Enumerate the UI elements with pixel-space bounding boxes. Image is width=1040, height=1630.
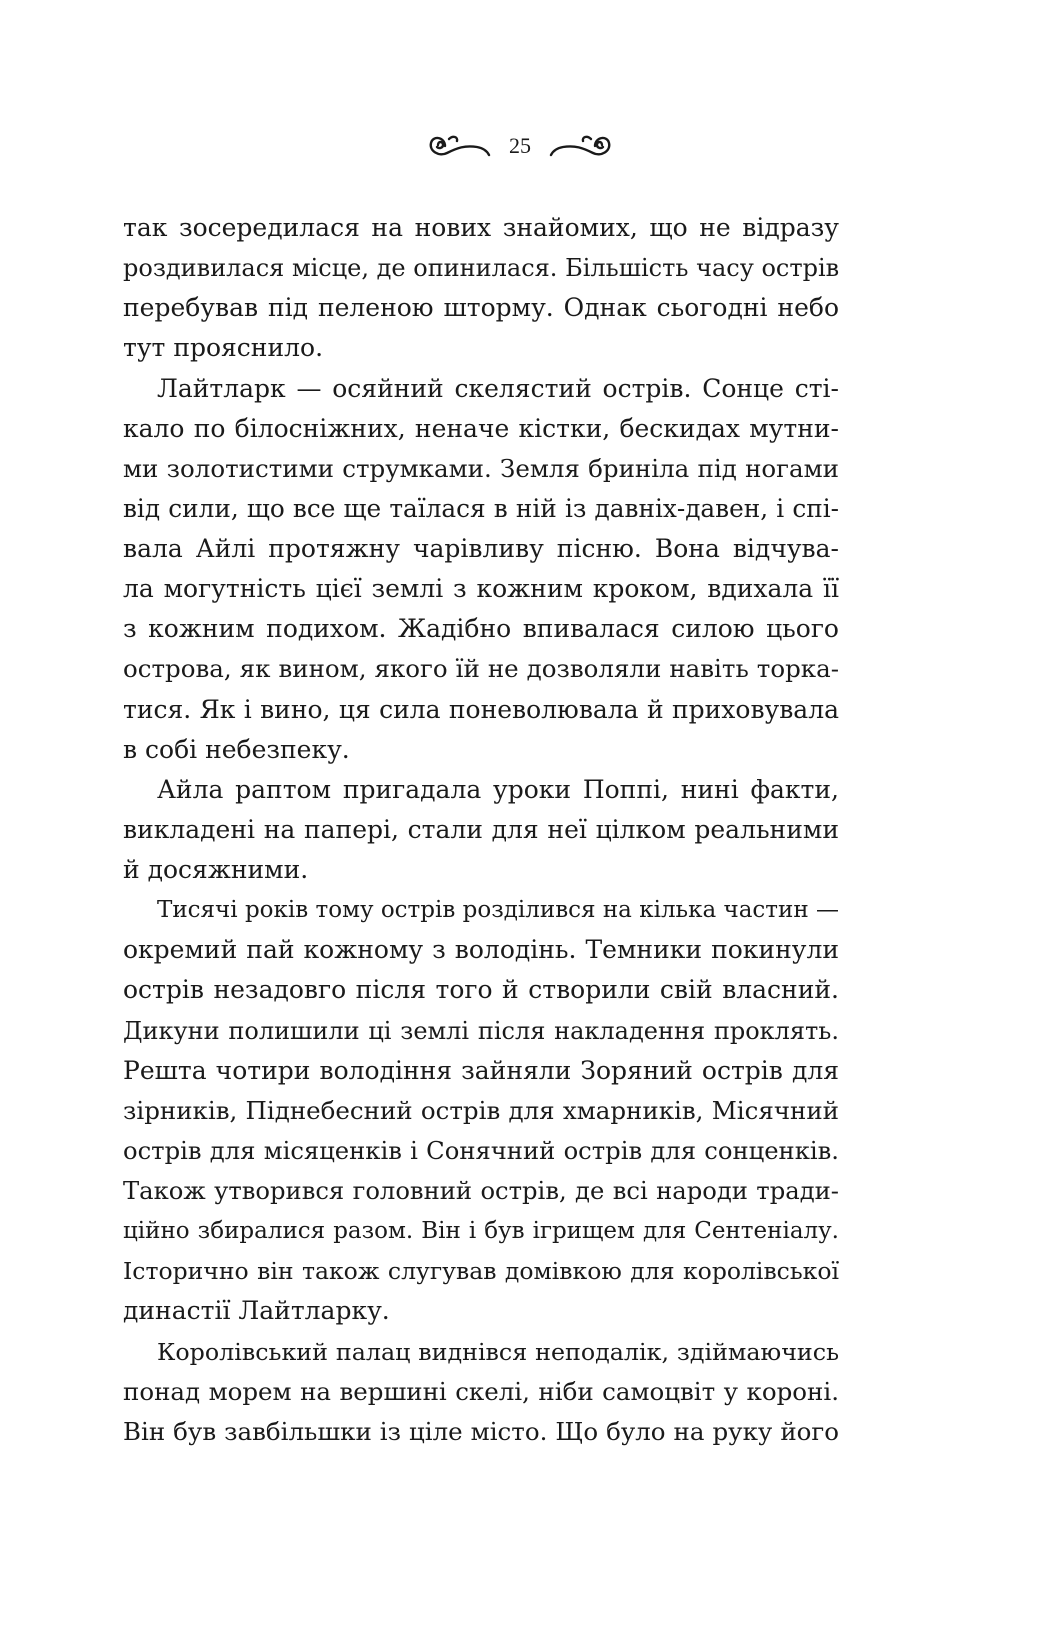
scroll-ornament-icon	[425, 129, 491, 163]
text-line: острова, як вином, якого їй не дозволяли навіть торка-	[123, 654, 839, 684]
page-number: 25	[509, 133, 531, 158]
text-line: Також утворився головний острів, де всі народи тради-	[123, 1176, 839, 1205]
text-line: ла могутність цієї землі з кожним кроком, вдихала її	[123, 574, 839, 604]
text-line: ми золотистими струмками. Земля бриніла під ногами	[123, 453, 839, 483]
body-text	[123, 208, 839, 1452]
text-line: понад морем на вершині скелі, ніби самоцвіт у короні.	[123, 1376, 839, 1406]
text-line: ційно збиралися разом. Він і був ігрищем для Сентеніалу.	[123, 1218, 839, 1245]
text-line: зірників, Піднебесний острів для хмарників, Місячний	[123, 1095, 839, 1125]
text-line: роздивилася місце, де опинилася. Більшість часу острів	[123, 254, 840, 283]
text-line: з кожним подихом. Жадібно впивалася силою цього	[123, 614, 839, 644]
text-line: Лайтларк — осяйний скелястий острів. Сонце сті-	[157, 373, 839, 403]
text-line: острів для місяценків і Сонячний острів для сонценків.	[123, 1135, 839, 1165]
text-line: Історично він також слугував домівкою для королівської	[123, 1257, 839, 1286]
text-line: династії Лайтларку.	[123, 1296, 390, 1326]
text-line: вала Айлі протяжну чарівливу пісню. Вона відчува-	[123, 534, 839, 563]
text-line: від сили, що все ще таїлася в ній із давніх-давен, і спі-	[123, 493, 839, 523]
text-line: Решта чотири володіння зайняли Зоряний острів для	[123, 1055, 839, 1085]
text-line: Королівський палац виднівся неподалік, здіймаючись	[157, 1337, 839, 1366]
text-line: й досяжними.	[123, 855, 309, 884]
text-line: Дикуни полишили ці землі після накладення проклять.	[123, 1016, 839, 1045]
scroll-ornament-icon	[549, 129, 615, 163]
text-line: Тисячі років тому острів розділився на кілька частин —	[157, 897, 839, 924]
text-line: викладені на папері, стали для неї цілком реальними	[123, 814, 839, 844]
page-header	[0, 126, 1040, 166]
text-line: тут прояснило.	[123, 333, 324, 363]
text-line: Айла раптом пригадала уроки Поппі, нині факти,	[157, 774, 839, 804]
text-line: острів незадовго після того й створили свій власний.	[123, 975, 839, 1005]
text-line: перебував під пеленою шторму. Однак сьогодні небо	[123, 293, 839, 323]
text-line: в собі небезпеку.	[123, 734, 350, 764]
text-line: окремий пай кожному з володінь. Темники покинули	[123, 935, 839, 965]
text-line: так зосередилася на нових знайомих, що не відразу	[123, 213, 839, 242]
text-line: Він був завбільшки із ціле місто. Що було на руку його	[123, 1416, 839, 1446]
text-line: кало по білосніжних, неначе кістки, бескидах мутни-	[123, 413, 839, 443]
text-line: тися. Як і вино, ця сила поневолювала й приховувала	[123, 694, 839, 724]
